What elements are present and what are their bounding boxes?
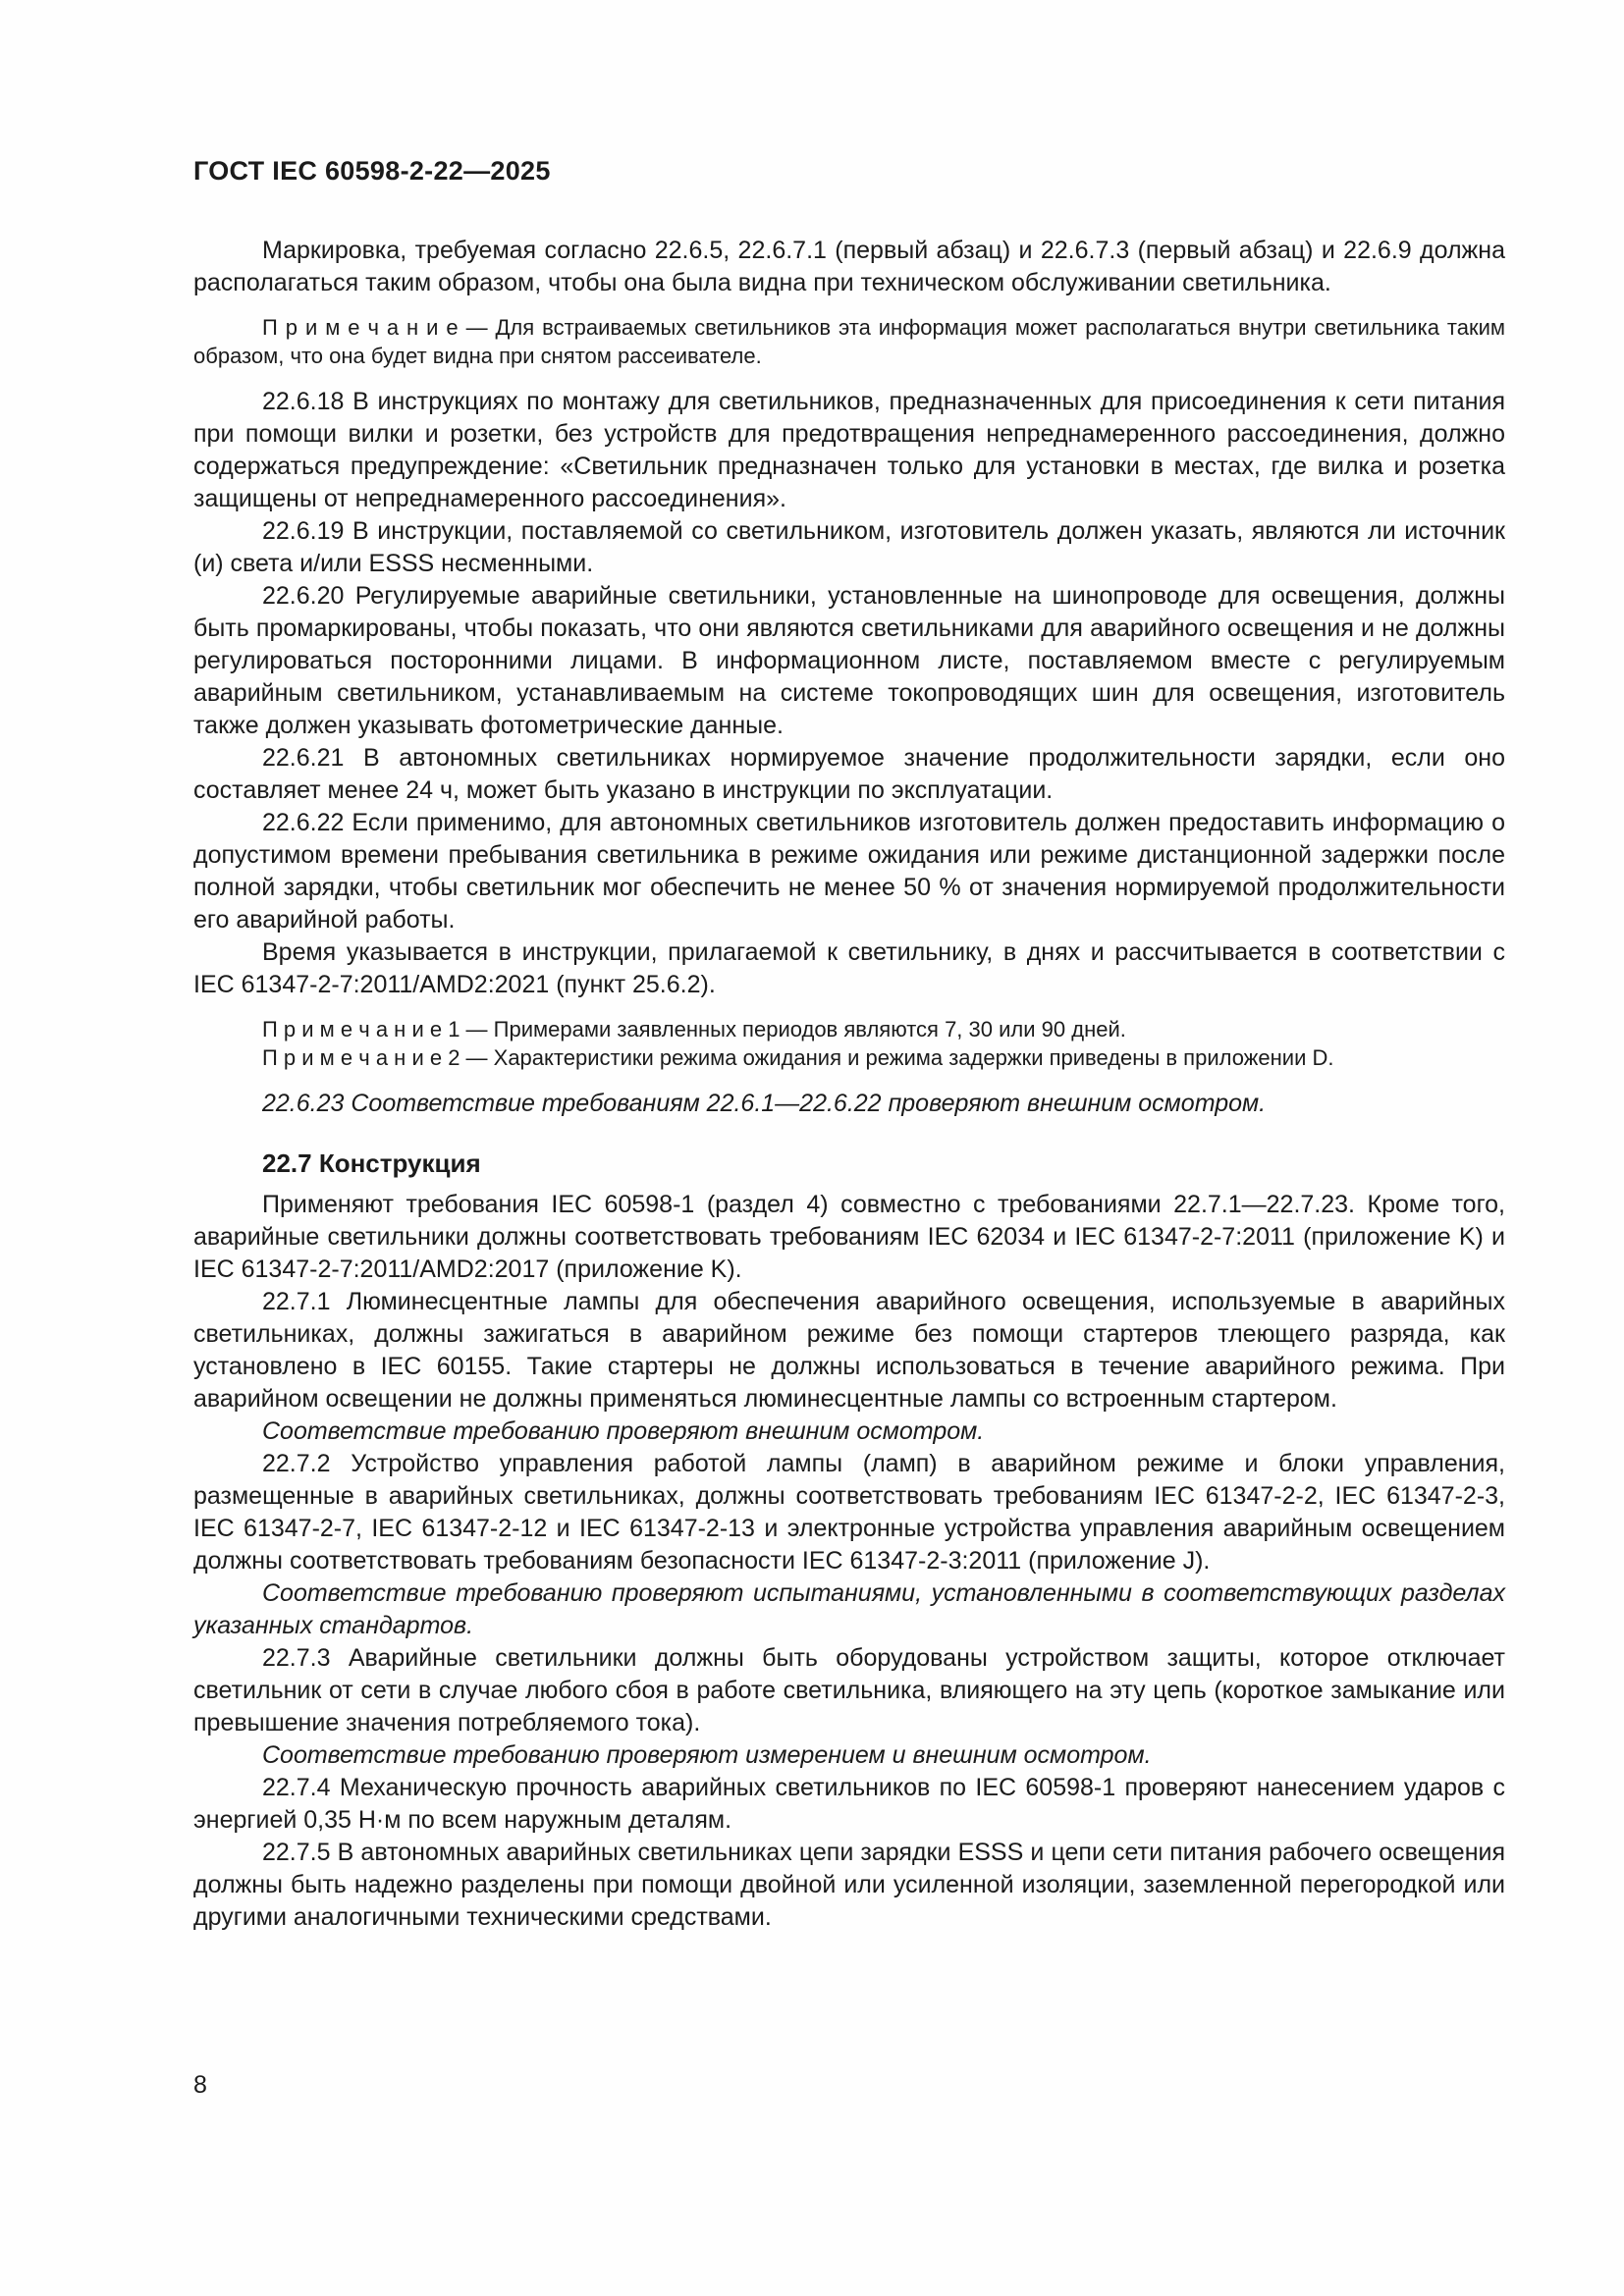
compliance-22-7-3: Соответствие требованию проверяют измерением и внешним осмотром.: [262, 1741, 1152, 1769]
para-22-7-5: 22.7.5 В автономных аварийных светильниках цепи зарядки ESSS и цепи сети питания рабочего освещения должны быть надежно разделены при помощи двойной или усиленной изоляции, заземленной перегородкой или другими аналогичными техническими средствами.: [193, 1839, 1505, 1931]
para-22-7-1: 22.7.1 Люминесцентные лампы для обеспечения аварийного освещения, используемые в аварийных светильниках, должны зажигаться в аварийном режиме без помощи стартеров тлеющего разряда, как установлено в IEC 60155. Такие стартеры не должны использоваться в течение аварийного режима. При аварийном освещении не должны применяться люминесцентные лампы со встроенным стартером.: [193, 1288, 1505, 1413]
para-22-7-3: 22.7.3 Аварийные светильники должны быть оборудованы устройством защиты, которое отключает светильник от сети в случае любого сбоя в работе светильника, влияющего на эту цепь (короткое замыкание или превышение значения потребляемого тока).: [193, 1644, 1505, 1736]
para-22-6-19: 22.6.19 В инструкции, поставляемой со светильником, изготовитель должен указать, являются ли источник (и) света и/или ESSS несменными.: [193, 517, 1505, 577]
para-22-6-20: 22.6.20 Регулируемые аварийные светильники, установленные на шинопроводе для освещения, должны быть промаркированы, чтобы показать, что они являются светильниками для аварийного освещения и не должны регулироваться посторонними лицами. В информационном листе, поставляемом вместе с регулируемым аварийным светильником, устанавливаемым на системе токопроводящих шин для освещения, изготовитель также должен указывать фотометрические данные.: [193, 582, 1505, 739]
compliance-22-7-2: Соответствие требованию проверяют испытаниями, установленными в соответствующих разделах указанных стандартов.: [193, 1579, 1505, 1639]
note-recessed-luminaires: П р и м е ч а н и е — Для встраиваемых светильников эта информация может располагаться внутри светильника таким образом, что она будет видна при снятом рассеивателе.: [193, 315, 1505, 368]
para-22-7-4: 22.7.4 Механическую прочность аварийных светильников по IEC 60598-1 проверяют нанесением ударов с энергией 0,35 Н·м по всем наружным деталям.: [193, 1774, 1505, 1834]
note-2: П р и м е ч а н и е 2 — Характеристики режима ожидания и режима задержки приведены в приложении D.: [262, 1045, 1334, 1070]
compliance-22-7-1: Соответствие требованию проверяют внешним осмотром.: [262, 1417, 985, 1445]
doc-number-header: ГОСТ IEC 60598-2-22—2025: [193, 156, 551, 186]
para-22-6-21: 22.6.21 В автономных светильниках нормируемое значение продолжительности зарядки, если оно составляет менее 24 ч, может быть указано в инструкции по эксплуатации.: [193, 744, 1505, 804]
para-22-6-23-compliance: 22.6.23 Соответствие требованиям 22.6.1—22.6.22 проверяют внешним осмотром.: [262, 1090, 1267, 1117]
para-22-6-18: 22.6.18 В инструкциях по монтажу для светильников, предназначенных для присоединения к сети питания при помощи вилки и розетки, без устройств для предотвращения непреднамеренного рассоединения, должно содержаться предупреждение: «Светильник предназначен только для установки в местах, где вилка и розетка защищены от непреднамеренного рассоединения».: [193, 388, 1505, 512]
para-marking-placement: Маркировка, требуемая согласно 22.6.5, 22.6.7.1 (первый абзац) и 22.6.7.3 (первый абзац) и 22.6.9 должна располагаться таким образом, чтобы она была видна при техническом обслуживании светильника.: [193, 237, 1505, 296]
para-22-6-22: 22.6.22 Если применимо, для автономных светильников изготовитель должен предоставить информацию о допустимом времени пребывания светильника в режиме ожидания или режиме дистанционной задержки после полной зарядки, чтобы светильник мог обеспечить не менее 50 % от значения нормируемой продолжительности его аварийной работы.: [193, 809, 1505, 934]
para-22-7-intro: Применяют требования IEC 60598-1 (раздел 4) совместно с требованиями 22.7.1—22.7.23. Кроме того, аварийные светильники должны соответствовать требованиям IEC 62034 и IEC 61347-2-7:2011 (приложение K) и IEC 61347-2-7:2011/AMD2:2017 (приложение K).: [193, 1191, 1505, 1283]
para-time-in-instruction: Время указывается в инструкции, прилагаемой к светильнику, в днях и рассчитывается в соответствии с IEC 61347-2-7:2011/AMD2:2021 (пункт 25.6.2).: [193, 938, 1505, 998]
para-22-7-2: 22.7.2 Устройство управления работой лампы (ламп) в аварийном режиме и блоки управления, размещенные в аварийных светильниках, должны соответствовать требованиям IEC 61347-2-2, IEC 61347-2-3, IEC 61347-2-7, IEC 61347-2-12 и IEC 61347-2-13 и электронные устройства управления аварийным освещением должны соответствовать требованиям безопасности IEC 61347-2-3:2011 (приложение J).: [193, 1450, 1505, 1575]
note-1: П р и м е ч а н и е 1 — Примерами заявленных периодов являются 7, 30 или 90 дней.: [262, 1017, 1126, 1041]
heading-22-7-construction: 22.7 Конструкция: [262, 1148, 481, 1178]
page-number: 8: [193, 2071, 207, 2099]
